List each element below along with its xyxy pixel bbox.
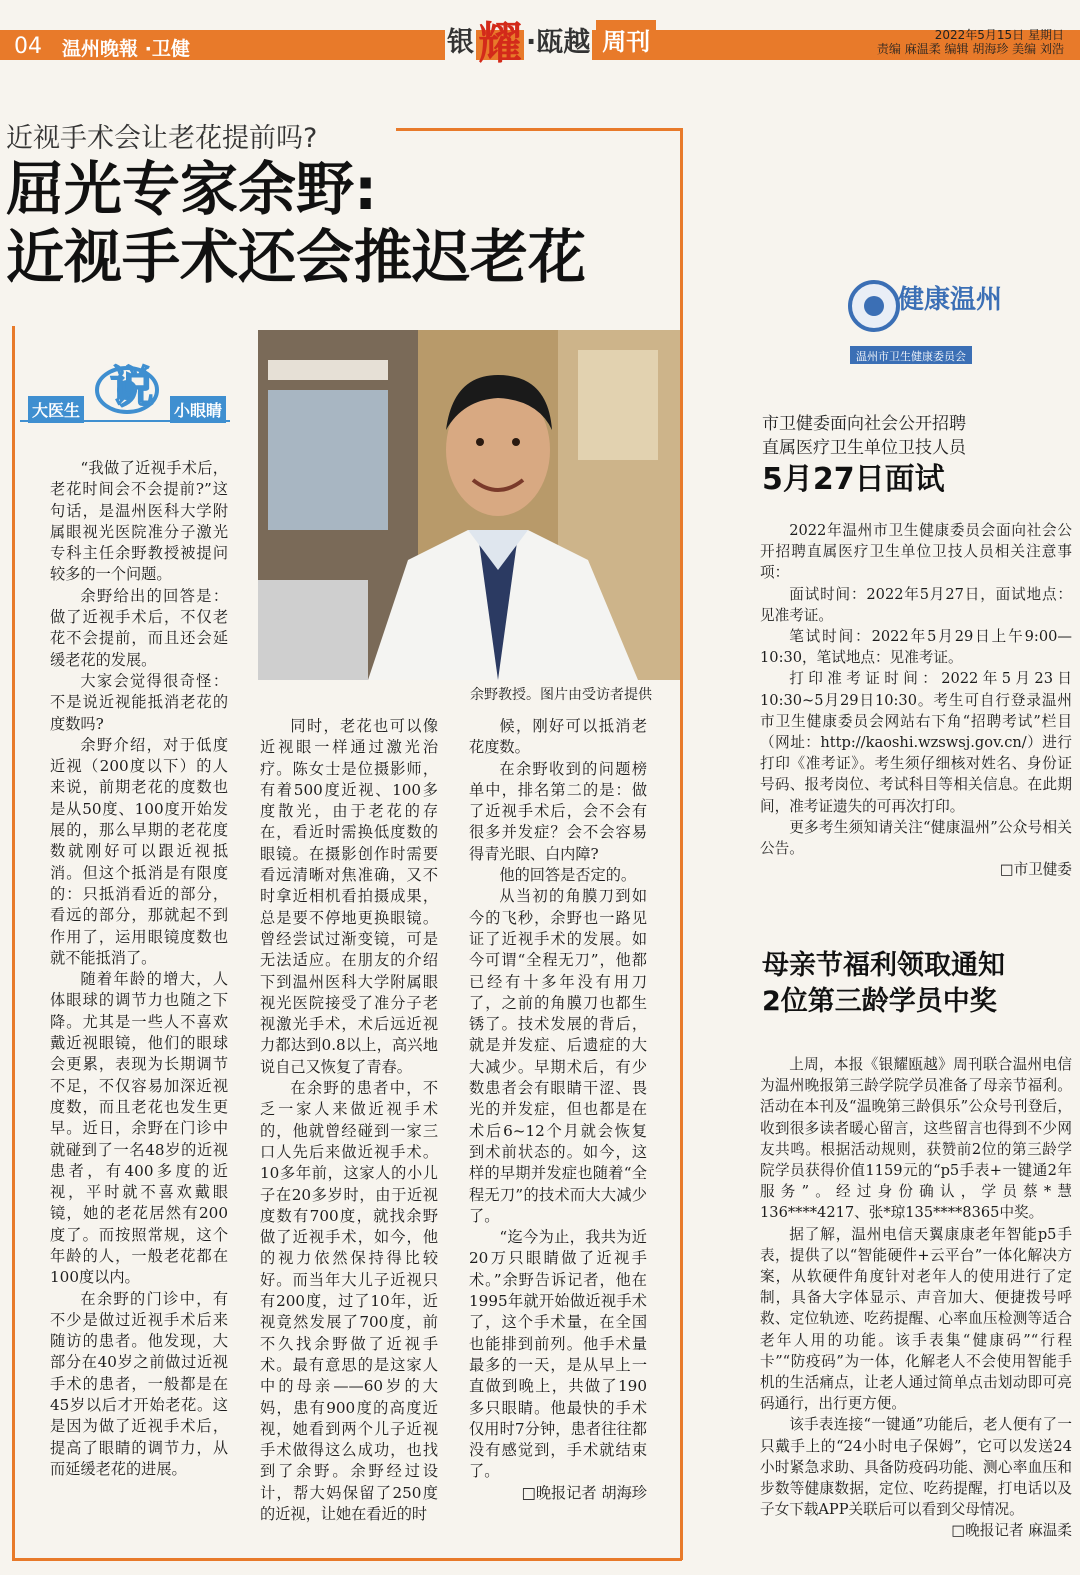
sidebar-subhead-2: 直属医疗卫生单位卫技人员 [762, 438, 966, 458]
brand-char-3: ·瓯越 [524, 18, 592, 61]
col2-paragraph: 同时，老花也可以像近视眼一样通过激光治疗。陈女士是位摄影师，有着500度近视、100多度散光，由于老花的存在，看近时需换低度数的眼镜。在摄影创作时需要看远清晰对焦准确，又不时拿近相机看拍摄成果，总是要不停地更换眼镜。曾经尝试过渐变镜，可是无法适应。在朋友的介绍下到温州医科大学附属眼视光医院接受了准分子老视激光手术，术后远近视力都达到0.8以上，高兴地说自己又恢复了青春。 [260, 717, 438, 1076]
logo-subtitle: 温州市卫生健康委员会 [856, 350, 966, 363]
sidebar-article-1-heading [762, 412, 966, 500]
sidebar-2-paragraph: 上周，本报《银耀瓯越》周刊联合温州电信为温州晚报第三龄学院学员准备了母亲节福利。活动在本刊及“温晚第三龄俱乐”公众号刊登后，收到很多读者暖心留言，这些留言也得到不少网友共鸣。根据活动规则，获赞前2位的第三龄学院学员获得价值1159元的“p5手表+一键通2年服务”。经过身份确认，学员蔡*慧136****4217、张*琼135****8365中奖。 [760, 1056, 1072, 1222]
header-meta [877, 28, 1064, 56]
article-frame-bottom [12, 1558, 682, 1561]
col1-paragraph: 随着年龄的增大，人体眼球的调节力也随之下降。尤其是一些人不喜欢戴近视眼镜，他们的眼球会更累，表现为长期调节不足，不仅容易加深近视度数，而且老花也发生更早。近日，余野在门诊中就碰到了一名48岁的近视患者，有400多度的近视，平时就不喜欢戴眼镜，她的老花居然有200度了。而按照常规，这个年龄的人，一般老花都在100度以内。 [50, 970, 228, 1287]
brand-weekly: 周刊 [596, 20, 656, 59]
col1-paragraph: 余野给出的回答是：做了近视手术后，不仅老花不会提前，而且还会延缓老花的发展。 [50, 586, 228, 669]
paper-name: 温州晚報 ·卫健 [62, 38, 190, 60]
sidebar-1-paragraph: 更多考生须知请关注“健康温州”公众号相关公告。 [760, 818, 1072, 858]
article-column-1 [50, 458, 228, 1480]
article-kicker: 近视手术会让老花提前吗? [6, 116, 323, 155]
eye-logo-icon [92, 352, 162, 422]
col3-paragraph: 候，刚好可以抵消老花度数。 [469, 717, 647, 757]
column-badge [20, 352, 230, 422]
col1-paragraph: 余野介绍，对于低度近视（200度以下）的人来说，前期老花的度数也是从50度、100度开始发展的，那么早期的老花度数就刚好可以跟近视抵消。但这个抵消是有限度的：只抵消看近的部分，看远的部分，那就起不到作用了，运用眼镜度数也就不能抵消了。 [50, 735, 228, 967]
editor-credits: 责编 麻温柔 编辑 胡海珍 美编 刘浩 [876, 42, 1064, 56]
sidebar-1-paragraph: 面试时间：2022年5月27日，面试地点：见准考证。 [760, 585, 1072, 624]
article-headline [6, 155, 586, 291]
sidebar-headline-2a: 母亲节福利领取通知 [762, 950, 1005, 981]
headline-line-2: 近视手术还会推迟老花 [6, 223, 587, 291]
sidebar-headline-1: 5月27日面试 [762, 462, 945, 497]
sidebar-headline-2b: 2位第三龄学员中奖 [762, 986, 997, 1017]
doctor-portrait-image [258, 330, 680, 680]
article-frame-right [680, 128, 683, 1560]
col2-paragraph: 在余野的患者中，不乏一家人来做近视手术的，他就曾经碰到一家三口人先后来做近视手术。10多年前，这家人的小儿子在20多岁时，由于近视度数有700度，就找余野做了近视手术，如今，他的视力依然保持得比较好。而当年大儿子近视只有200度，过了10年，近视竟然发展了700度，前不久找余野做了近视手术。最有意思的是这家人中的母亲——60岁的大妈，患有900度的高度近视，她看到两个儿子近视手术做得这么成功，也找到了余野。余野经过设计，帮大妈保留了250度的近视，让她在看近的时 [260, 1079, 438, 1523]
article-column-3 [469, 716, 647, 1504]
col3-paragraph: 在余野收到的问题榜单中，排名第二的是：做了近视手术后，会不会有很多并发症？会不会容易得青光眼、白内障? [469, 759, 647, 863]
photo-caption: 余野教授。图片由受访者提供 [470, 687, 652, 703]
col1-paragraph: “我做了近视手术后，老花时间会不会提前?”这句话，是温州医科大学附属眼视光医院准分子激光专科主任余野教授被提问较多的一个问题。 [50, 459, 228, 584]
badge-left-text: 大医生 [28, 396, 84, 423]
col3-paragraph: 从当初的角膜刀到如今的飞秒，余野也一路见证了近视手术的发展。如今可谓“全程无刀”，他都已经有十多年没有用刀了，之前的角膜刀也都生锈了。技术发展的背后，就是并发症、后遗症的大大减少。早期术后，有少数患者会有眼睛干涩、畏光的并发症，但也都是在术后6~12个月就会恢复到术前状态的。如今，这样的早期并发症也随着“全程无刀”的技术而大大减少了。 [469, 887, 647, 1225]
logo-title: 健康温州 [898, 285, 1003, 315]
article-photo [258, 330, 680, 680]
health-wenzhou-logo [846, 270, 1003, 370]
issue-date: 2022年5月15日 星期日 [934, 28, 1064, 42]
sidebar-article-2-heading [762, 948, 1005, 1020]
sidebar-1-paragraph: 打印准考证时间：2022年5月23日10:30~5月29日10:30。考生可自行登录温州市卫生健康委员会网站右下角“招聘考试”栏目（网址：http://kaoshi.wzswsj.gov.cn/）进行打印《准考证》。考生须仔细核对姓名、身份证号码、报考岗位、考试科目等相关信息。在此期间，准考证遗失的可再次打印。 [760, 670, 1072, 815]
page-number: 04 [14, 34, 42, 59]
col3-paragraph: “迄今为止，我共为近20万只眼睛做了近视手术。”余野告诉记者，他在1995年就开始做近视手术了，这个手术量，在全国也能排到前列。他手术量最多的一天，是从早上一直做到晚上，共做了190多只眼睛。他最快的手术仅用时7分钟，患者往往都没有感觉到，手术就结束了。 [469, 1228, 647, 1481]
sidebar-article-1-body [760, 520, 1072, 880]
sidebar-2-paragraph: 该手表连接“一键通”功能后，老人便有了一只戴手上的“24小时电子保姆”，它可以发送24小时紧急求助、具备防疫码功能、测心率血压和步数等健康数据，定位、吃药提醒，打电话以及子女下载APP关联后可以看到父母情况。 [760, 1416, 1072, 1519]
sidebar-2-signature: □晚报记者 麻温柔 [951, 1522, 1072, 1540]
sidebar-article-2-body [760, 1054, 1072, 1542]
brand-char-2: 耀 [478, 18, 522, 69]
brand-char-1: 银 [445, 18, 476, 61]
page-header [0, 18, 1080, 69]
sidebar-1-paragraph: 笔试时间：2022年5月29日上午9:00—10:30，笔试地点：见准考证。 [760, 628, 1072, 667]
article-column-2 [260, 716, 438, 1525]
health-logo-icon [846, 270, 1003, 370]
col1-paragraph: 在余野的门诊中，有不少是做过近视手术后来随访的患者。他发现，大部分在40岁之前做过近视手术的患者，一般都是在45岁以后才开始老花。这是因为做了近视手术后，提高了眼睛的调节力，从而延缓老花的进展。 [50, 1289, 228, 1478]
article-frame-top [396, 128, 680, 131]
article-signature: □晚报记者 胡海珍 [521, 1483, 647, 1502]
headline-line-1: 屈光专家余野: [6, 155, 378, 223]
section-brand [445, 18, 656, 69]
badge-mid-char: 说 [110, 362, 154, 413]
sidebar-1-paragraph: 2022年温州市卫生健康委员会面向社会公开招聘直属医疗卫生单位卫技人员相关注意事项： [760, 522, 1072, 582]
sidebar-subhead-1: 市卫健委面向社会公开招聘 [762, 414, 966, 434]
badge-right-text: 小眼睛 [170, 396, 226, 423]
sidebar-2-paragraph: 据了解，温州电信天翼康康老年智能p5手表，提供了以“智能硬件+云平台”一体化解决方案，从软硬件角度针对老年人的使用进行了定制，具备大字体显示、声音加大、便捷拨号呼救、定位轨迹、吃药提醒、心率血压检测等适合老年人用的功能。该手表集“健康码”“行程卡”“防疫码”为一体，化解老人不会使用智能手机的生活痛点，让老人通过简单点击划动即可亮码通行，出行更方便。 [760, 1225, 1072, 1413]
col1-paragraph: 大家会觉得很奇怪：不是说近视能抵消老花的度数吗? [50, 671, 228, 733]
article-frame-left [12, 326, 15, 1560]
col3-paragraph: 他的回答是否定的。 [499, 866, 637, 885]
sidebar-1-signature: □市卫健委 [999, 861, 1072, 879]
